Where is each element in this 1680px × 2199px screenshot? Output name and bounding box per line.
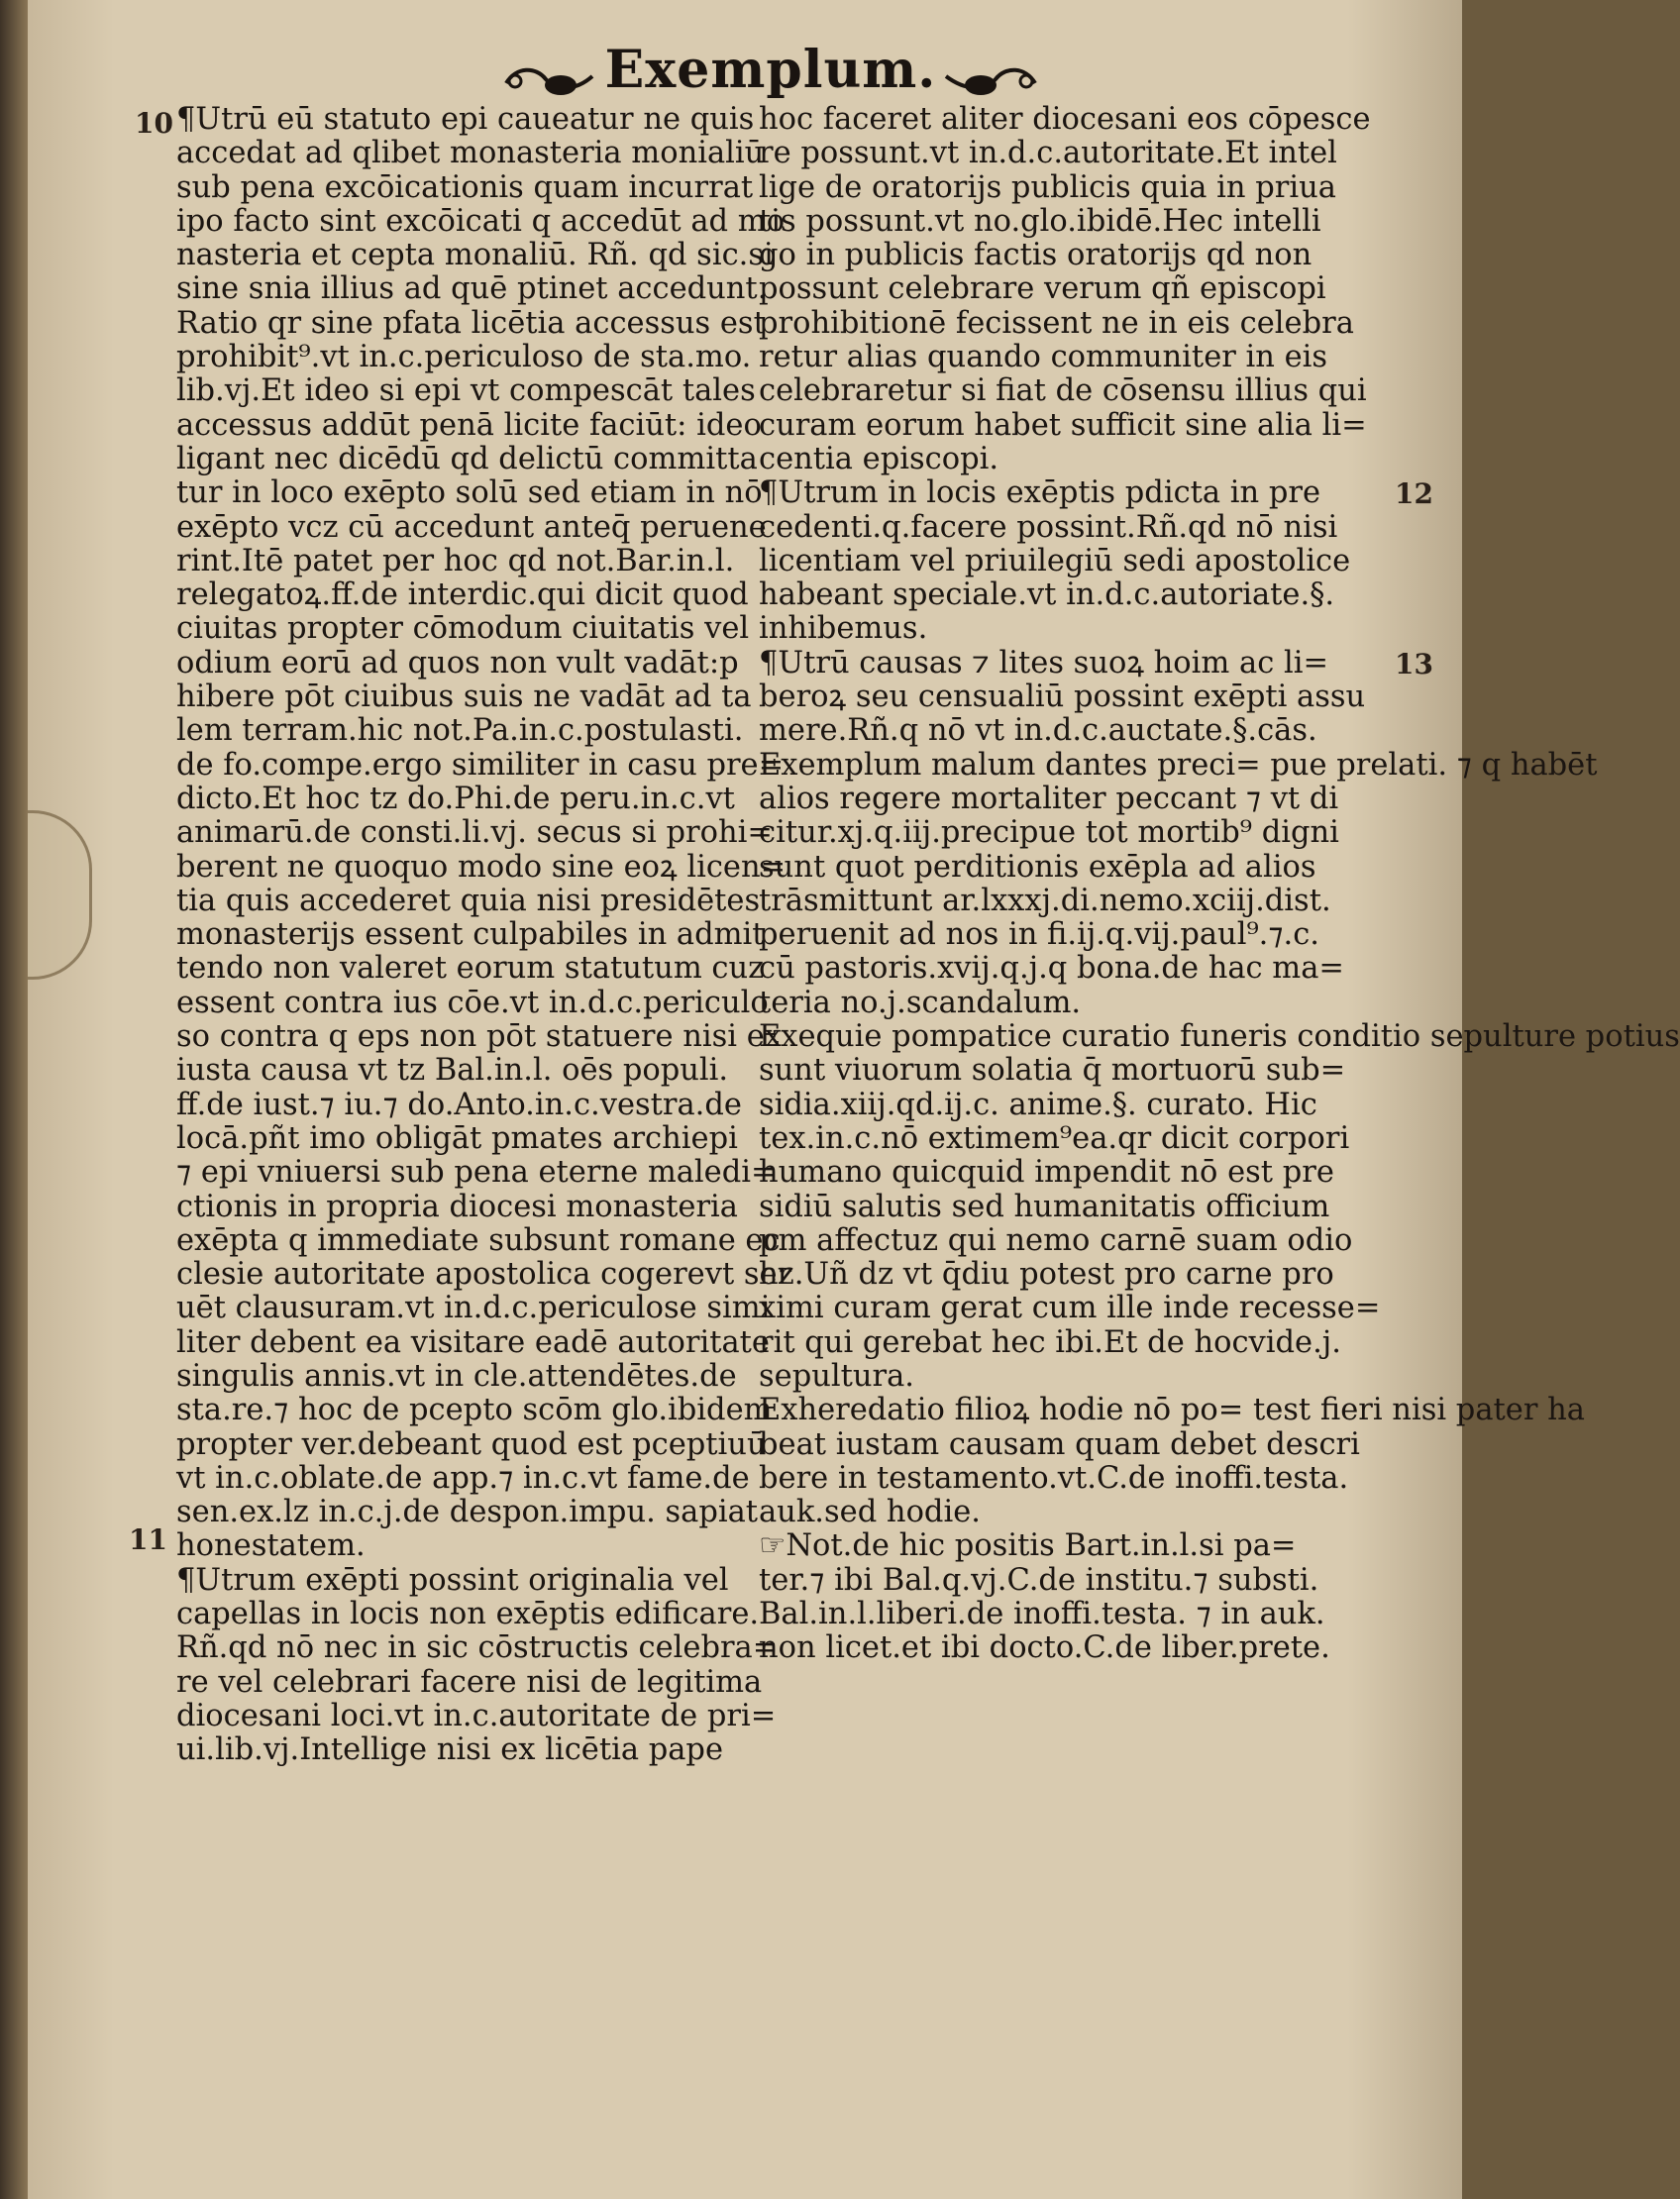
right-ornament-icon: [941, 61, 1040, 105]
text-line: ximi curam gerat cum ille inde recesse=: [759, 1291, 1381, 1326]
text-line: berent ne quoquo modo sine eoꝝ licen=: [176, 849, 787, 885]
text-line: Ratio qr sine pfata licētia accessus est: [176, 305, 766, 341]
text-line: non licet.et ibi docto.C.de liber.prete.: [759, 1630, 1330, 1666]
text-line: liter debent ea visitare eadē autoritate: [176, 1324, 770, 1360]
text-line: diocesani loci.vt in.c.autoritate de pri=: [176, 1698, 777, 1733]
text-line: clesie autoritate apostolica cogerevt ser: [176, 1257, 792, 1293]
text-line: odium eorū ad quos non vult vadāt:p: [176, 645, 739, 681]
text-line: lib.vj.Et ideo si epi vt compescāt tales: [176, 373, 756, 409]
text-line: beat iustam causam quam debet descri: [759, 1426, 1360, 1462]
text-line: tia quis accederet quia nisi presidētes: [176, 883, 761, 918]
left-ornament-icon: [501, 61, 600, 105]
text-line: sen.ex.lz in.c.j.de despon.impu. sapiat: [176, 1495, 759, 1530]
text-line: go in publicis factis oratorijs qd non: [759, 238, 1312, 273]
text-line: exēpto vcz cū accedunt anteq̄ peruene: [176, 509, 767, 545]
text-line: sine snia illius ad quē ptinet accedunt.: [176, 271, 768, 307]
text-line: tur in loco exēpto solū sed etiam in nō: [176, 475, 763, 511]
text-line: trāsmittunt ar.lxxxj.di.nemo.xciij.dist.: [759, 883, 1331, 918]
left-text-column: [176, 102, 792, 1768]
margin-number-10: 10: [135, 107, 173, 140]
text-line: cedenti.q.facere possint.Rñ.qd nō nisi: [759, 509, 1338, 545]
text-line: sub pena excōicationis quam incurrat: [176, 169, 754, 205]
text-line: possunt celebrare verum qñ episcopi: [759, 271, 1326, 307]
text-line: monasterijs essent culpabiles in admit: [176, 917, 765, 953]
text-line: accedat ad qlibet monasteria monialiū: [176, 136, 765, 171]
text-line: sta.re.⁊ hoc de pcepto scōm glo.ibidem: [176, 1393, 773, 1428]
text-line: licentiam vel priuilegiū sedi apostolice: [759, 543, 1351, 578]
text-line: ctionis in propria diocesi monasteria: [176, 1189, 738, 1224]
text-line: dicto.Et hoc tz do.Phi.de peru.in.c.vt: [176, 781, 735, 816]
text-line: habeant speciale.vt in.d.c.autoriate.§.: [759, 577, 1335, 613]
text-line: pm affectuz qui nemo carnē suam odio: [759, 1222, 1353, 1258]
text-line: rit qui gerebat hec ibi.Et de hocvide.j.: [759, 1324, 1341, 1360]
text-line: sidiū salutis sed humanitatis officium: [759, 1189, 1330, 1224]
text-line: animarū.de consti.li.vj. secus si prohi=: [176, 815, 773, 851]
text-line: exēpta q immediate subsunt romane ec: [176, 1222, 781, 1258]
text-line: re vel celebrari facere nisi de legitima: [176, 1664, 763, 1700]
text-line: capellas in locis non exēptis edificare.: [176, 1597, 760, 1632]
text-line: mere.Rñ.q nō vt in.d.c.auctate.§.cās.: [759, 713, 1317, 749]
text-line: prohibitionē fecissent ne in eis celebra: [759, 305, 1354, 341]
margin-number-13: 13: [1395, 648, 1433, 681]
text-line: beroꝝ seu censualiū possint exēpti assu: [759, 680, 1366, 715]
text-line: honestatem.: [176, 1528, 366, 1564]
text-line: ¶Utrum in locis exēptis pdicta in pre: [759, 475, 1321, 511]
text-line: retur alias quando communiter in eis: [759, 340, 1328, 375]
text-line: peruenit ad nos in fi.ij.q.vij.paul⁹.⁊.c.: [759, 917, 1320, 953]
text-line: propter ver.debeant quod est pceptiuū: [176, 1426, 767, 1462]
text-line: lige de oratorijs publicis quia in priua: [759, 169, 1336, 205]
text-line: bere in testamento.vt.C.de inoffi.testa.: [759, 1460, 1349, 1496]
text-line: ligant nec dicēdū qd delictū committa: [176, 441, 758, 476]
text-line: tex.in.c.nō extimem⁹ea.qr dicit corpori: [759, 1120, 1350, 1156]
text-line: ☞Not.de hic positis Bart.in.l.si pa=: [759, 1528, 1297, 1564]
text-line: so contra q eps non pōt statuere nisi ex: [176, 1019, 782, 1055]
text-line: Bal.in.l.liberi.de inoffi.testa. ⁊ in auk.: [759, 1597, 1325, 1632]
text-line: ff.de iust.⁊ iu.⁊ do.Anto.in.c.vestra.de: [176, 1087, 742, 1122]
text-line: alios regere mortaliter peccant ⁊ vt di: [759, 781, 1339, 816]
text-line: auk.sed hodie.: [759, 1495, 981, 1530]
text-line: iusta causa vt tz Bal.in.l. oēs populi.: [176, 1053, 729, 1089]
text-line: singulis annis.vt in cle.attendētes.de: [176, 1358, 737, 1394]
text-line: hoc faceret aliter diocesani eos cōpesce: [759, 102, 1371, 137]
text-line: lem terram.hic not.Pa.in.c.postulasti.: [176, 713, 744, 749]
text-line: ¶Utrum exēpti possint originalia vel: [176, 1562, 729, 1598]
text-line: sepultura.: [759, 1358, 914, 1394]
page-title: Exemplum.: [604, 40, 937, 100]
text-line: ter.⁊ ibi Bal.q.vj.C.de institu.⁊ substi.: [759, 1562, 1319, 1598]
text-line: essent contra ius cōe.vt in.d.c.periculo: [176, 985, 769, 1020]
text-line: ipo facto sint excōicati q accedūt ad mo: [176, 203, 786, 239]
text-line: tendo non valeret eorum statutum cuz: [176, 951, 765, 987]
text-line: nasteria et cepta monaliū. Rñ. qd sic.si: [176, 238, 774, 273]
text-line: citur.xj.q.iij.precipue tot mortib⁹ digni: [759, 815, 1339, 851]
text-line: Exheredatio filioꝝ hodie nō po= test fieri nisi pater ha: [759, 1393, 1585, 1428]
text-line: prohibit⁹.vt in.c.periculoso de sta.mo.: [176, 340, 752, 375]
text-line: cū pastoris.xvij.q.j.q bona.de hac ma=: [759, 951, 1344, 987]
text-line: hibere pōt ciuibus suis ne vadāt ad ta: [176, 680, 752, 715]
text-line: locā.pñt imo obligāt pmates archiepi: [176, 1120, 738, 1156]
text-line: re possunt.vt in.d.c.autoritate.Et intel: [759, 136, 1337, 171]
text-line: humano quicquid impendit nō est pre: [759, 1155, 1334, 1191]
text-line: rint.Itē patet per hoc qd not.Bar.in.l.: [176, 543, 735, 578]
text-line: teria no.j.scandalum.: [759, 985, 1082, 1020]
text-line: tis possunt.vt no.glo.ibidē.Hec intelli: [759, 203, 1321, 239]
text-line: ui.lib.vj.Intellige nisi ex licētia pape: [176, 1732, 723, 1768]
text-line: uēt clausuram.vt in.d.c.periculose simi: [176, 1291, 771, 1326]
text-line: ⁊ epi vniuersi sub pena eterne maledi=: [176, 1155, 777, 1191]
text-line: relegatoꝝ.ff.de interdic.qui dicit quod: [176, 577, 749, 613]
book-page: [28, 0, 1680, 2199]
text-line: centia episcopi.: [759, 441, 999, 476]
text-line: accessus addūt penā licite faciūt: ideo: [176, 407, 762, 443]
text-line: sunt quot perditionis exēpla ad alios: [759, 849, 1316, 885]
text-line: celebraretur si fiat de cōsensu illius qui: [759, 373, 1367, 409]
text-line: Exemplum malum dantes preci= pue prelati. ⁊ q habēt: [759, 747, 1598, 783]
text-line: vt in.c.oblate.de app.⁊ in.c.vt fame.de: [176, 1460, 750, 1496]
margin-number-12: 12: [1395, 477, 1433, 510]
text-line: de fo.compe.ergo similiter in casu pre=: [176, 747, 785, 783]
text-line: ciuitas propter cōmodum ciuitatis vel: [176, 611, 750, 647]
text-line: ¶Utrū eū statuto epi caueatur ne quis: [176, 102, 755, 137]
text-line: sunt viuorum solatia q̄ mortuorū sub=: [759, 1053, 1346, 1089]
text-line: hz.Uñ dz vt q̄diu potest pro carne pro: [759, 1257, 1334, 1293]
page-header: [493, 40, 1048, 109]
text-line: inhibemus.: [759, 611, 928, 647]
text-line: Rñ.qd nō nec in sic cōstructis celebra=: [176, 1630, 779, 1666]
text-line: ¶Utrū causas ⁊ lites suoꝝ hoim ac li=: [759, 645, 1329, 681]
text-line: sidia.xiij.qd.ij.c. anime.§. curato. Hic: [759, 1087, 1317, 1122]
text-line: curam eorum habet sufficit sine alia li=: [759, 407, 1367, 443]
page-clip: [28, 810, 92, 980]
margin-number-11: 11: [129, 1523, 167, 1556]
book-binding-edge: [0, 0, 28, 2199]
text-line: Exequie pompatice curatio funeris conditio sepulture potius: [759, 1019, 1680, 1055]
